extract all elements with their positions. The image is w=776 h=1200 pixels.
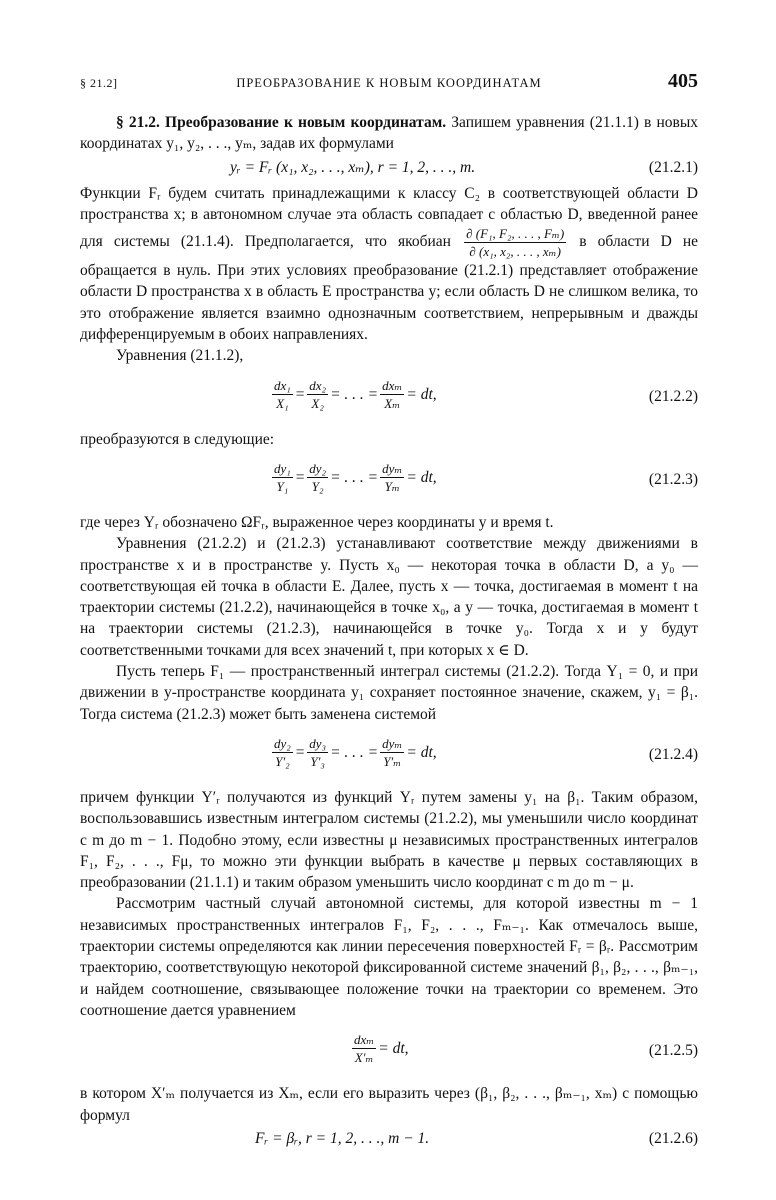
equals-sign: =: [294, 468, 306, 486]
paragraph-formulas: в котором X′ₘ получается из Xₘ, если его выразить через (β₁, β₂, . . ., βₘ₋₁, xₘ) с помощью формул: [80, 1085, 698, 1124]
equation-ellipsis: = . . . =: [330, 743, 379, 761]
fraction: [380, 735, 404, 770]
jacobian-denominator: ∂ (x₁, x₂, . . . , xₘ): [469, 244, 561, 260]
paragraph-notation: где через Yᵣ обозначено ΩFᵣ, выраженное через координаты y и время t.: [80, 513, 554, 531]
equals-sign: =: [294, 743, 306, 761]
equals-sign: =: [294, 385, 306, 403]
equation-end: = dt,: [378, 1040, 409, 1058]
equation-number: (21.2.5): [648, 1042, 698, 1060]
numerator: dx₂: [309, 377, 327, 393]
running-header: [80, 70, 698, 96]
paragraph-autonomous: Рассмотрим частный случай автономной системы, для которой известны m − 1 независимых пространственных интегралов F₁, F₂, . . ., Fₘ₋₁. Как отмечалось выше, траектории системы определяются как линии пересечения поверхностей Fᵣ = βᵣ. Рассмотрим траекторию, соответствующую некоторой фиксированной системе значений β₁, β₂, . . ., βₘ₋₁, и найдем соотношение, связывающее положение точки на траектории со временем. Это соотношение дается уравнением: [80, 895, 698, 1019]
numerator: dyₘ: [382, 460, 403, 476]
section-title: § 21.2. Преобразование к новым координатам.: [116, 114, 447, 131]
paragraph-integral: Пусть теперь F₁ — пространственный интеграл системы (21.2.2). Тогда Y₁ = 0, и при движении в y-пространстве координата y₁ сохраняет постоянное значение, скажем, y₁ = β₁. Тогда система (21.2.3) может быть заменена системой: [80, 663, 698, 723]
equation-body: Fᵣ = βᵣ, r = 1, 2, . . ., m − 1.: [255, 1129, 430, 1147]
fraction: [352, 1031, 376, 1066]
fraction: [272, 735, 293, 770]
denominator: Y′ₘ: [383, 753, 402, 769]
equation-21-2-5: [80, 1029, 698, 1073]
equation-number: (21.2.3): [648, 470, 698, 488]
paragraph-text-continued: в области D не обращается в нуль. При этих условиях преобразование (21.2.1) представляет отображение области D пространства x в область E пространства y; если область D не слишком велика, то это отображение является взаимно однозначным соответствием, непрерывным и дважды дифференцируемым в обоих направлениях.: [80, 233, 699, 344]
denominator: Yₘ: [384, 478, 400, 494]
denominator: X₂: [311, 395, 324, 411]
denominator: Y₁: [276, 478, 289, 494]
equation-number: (21.2.2): [648, 387, 698, 405]
equation-end: = dt,: [406, 468, 437, 486]
jacobian-numerator: ∂ (F₁, F₂, . . . , Fₘ): [466, 226, 565, 242]
page-body: [80, 112, 698, 1154]
intro-text: Запишем уравнения (21.1.1) в новых координатах y₁, y₂, . . ., yₘ, задав их формулами: [80, 114, 698, 153]
paragraph-intro: [80, 112, 698, 155]
fraction: [307, 377, 328, 412]
equation-number: (21.2.1): [648, 158, 698, 176]
equation-21-2-3: [80, 458, 698, 502]
equation-21-2-2: [80, 375, 698, 419]
equation-body: [350, 1031, 409, 1066]
equation-end: = dt,: [406, 743, 437, 761]
fraction: [272, 377, 293, 412]
equation-ellipsis: = . . . =: [330, 385, 379, 403]
equation-number: (21.2.4): [648, 745, 698, 763]
denominator: X′ₘ: [354, 1050, 374, 1066]
fraction: [380, 460, 404, 495]
denominator: Y′₃: [310, 753, 325, 769]
numerator: dy₃: [309, 735, 327, 751]
equation-21-2-6: [80, 1128, 698, 1150]
numerator: dxₘ: [382, 377, 403, 393]
paragraph-reduction: причем функции Y′ᵣ получаются из функций Yᵣ путем замены y₁ на β₁. Таким образом, воспользовавшись известным интегралом системы (21.2.2), мы уменьшили число координат с m до m − 1. Подобно этому, если известны μ независимых пространственных интегралов F₁, F₂, . . ., Fμ, то можно эти функции выбрать в качестве μ первых составляющих в преобразовании (21.1.1) и таким образом уменьшить число координат с m до m − μ.: [80, 788, 698, 892]
numerator: dx₁: [274, 377, 291, 393]
fraction: [307, 460, 328, 495]
equation-body: [270, 377, 437, 412]
paragraph-correspondence: Уравнения (21.2.2) и (21.2.3) устанавливают соответствие между движениями в пространстве x и в пространстве y. Пусть x₀ — некоторая точка в области D, а y₀ — соответствующая ей точка в области E. Далее, пусть x — точка, достигаемая в момент t на траектории системы (21.2.2), начинающейся в точке x₀, а y — точка, достигаемая в момент t на траектории системы (21.2.3), начинающейся в точке y₀. Тогда x и y будут соответственными точками для всех значений t, при которых x ∈ D.: [80, 535, 698, 659]
paragraph-transform: преобразуются в следующие:: [80, 430, 275, 448]
equation-body: yᵣ = Fᵣ (x₁, x₂, . . ., xₘ), r = 1, 2, . . ., m.: [230, 158, 476, 176]
numerator: dy₂: [309, 460, 327, 476]
numerator: dy₂: [274, 735, 291, 751]
equation-body: [270, 460, 437, 495]
numerator: dy₁: [274, 460, 291, 476]
numerator: dyₘ: [382, 735, 403, 751]
equation-21-2-1: [80, 157, 698, 179]
paragraph-text: Функции Fᵣ будем считать принадлежащими к классу C₂ в соответствующей области D пространства x; в автономном случае эта область совпадает с областью D, введенной ранее для системы (21.1.4). Предполагается, что якобиан: [80, 184, 698, 251]
equation-21-2-4: [80, 733, 698, 777]
fraction: [380, 377, 404, 412]
denominator: Y₂: [311, 478, 324, 494]
equation-ellipsis: = . . . =: [330, 468, 379, 486]
denominator: X₁: [276, 395, 289, 411]
equation-body: [270, 735, 437, 770]
page-number: 405: [668, 70, 698, 92]
paragraph-functions: [80, 183, 698, 346]
jacobian-fraction: [464, 225, 566, 260]
equation-number: (21.2.6): [648, 1129, 698, 1147]
equation-end: = dt,: [406, 385, 437, 403]
denominator: Xₘ: [384, 395, 401, 411]
fraction: [272, 460, 293, 495]
header-section: § 21.2]: [80, 76, 118, 90]
fraction: [307, 735, 328, 770]
header-title: ПРЕОБРАЗОВАНИЕ К НОВЫМ КООРДИНАТАМ: [236, 76, 542, 90]
denominator: Y′₂: [275, 753, 290, 769]
paragraph-equations-ref: Уравнения (21.1.2),: [116, 347, 244, 365]
numerator: dxₘ: [354, 1032, 375, 1048]
